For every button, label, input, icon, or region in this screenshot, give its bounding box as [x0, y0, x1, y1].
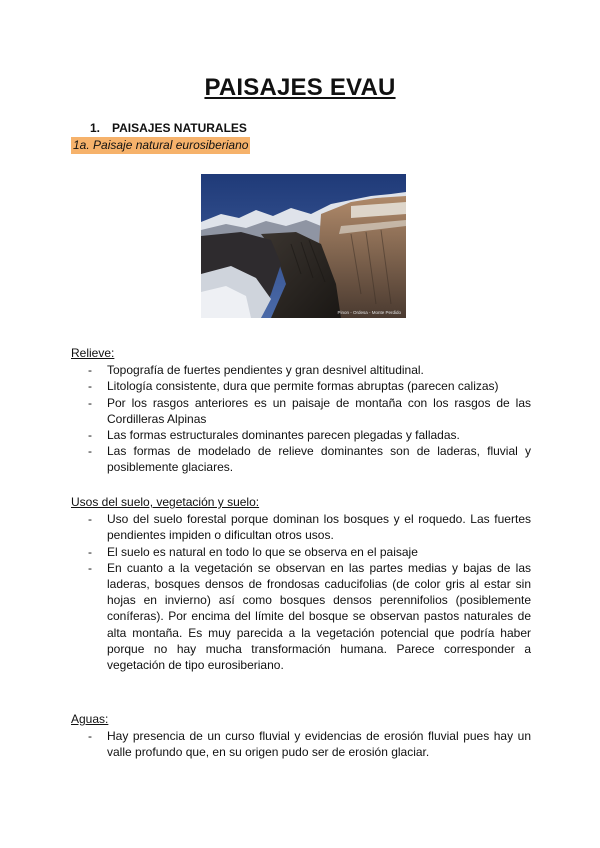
list-item: - En cuanto a la vegetación se observan en las partes medias y bajas de las laderas, bosques densos de frondosas caducifolias (de color gris al estar sin hojas en invierno) así como bosques densos perennifolios (posiblemente coníferas). Por encima del límite del bosque se observan pastos naturales de alta montaña. Es muy parecida a la vegetación potencial que podría haber porque no hay mucha transformación humana. Parece corresponder a vegetación de tipo eurosiberiano.: [88, 560, 531, 673]
section-number: 1.: [90, 121, 101, 135]
list-item: - El suelo es natural en todo lo que se observa en el paisaje: [88, 544, 418, 559]
mountain-landscape-photo: [201, 174, 406, 318]
subsection-heading-highlighted: 1a. Paisaje natural eurosiberiano: [73, 138, 249, 152]
list-item: - Hay presencia de un curso fluvial y evidencias de erosión fluvial pues hay un valle profundo que, en su origen pudo ser de erosión glaciar.: [88, 729, 531, 760]
mountain-landscape-icon: [201, 174, 406, 318]
section-label: PAISAJES NATURALES: [112, 121, 247, 135]
relieve-heading: Relieve:: [71, 346, 115, 360]
list-item: - Uso del suelo forestal porque dominan los bosques y el roquedo. Las fuertes pendientes impiden o dificultan otros usos.: [88, 512, 531, 543]
page-title: PAISAJES EVAU: [204, 74, 396, 101]
usos-list: [71, 511, 531, 673]
usos-heading: Usos del suelo, vegetación y suelo:: [71, 495, 260, 509]
aguas-heading: Aguas:: [71, 712, 109, 726]
list-item: - Por los rasgos anteriores es un paisaje de montaña con los rasgos de las Cordilleras Alpinas: [88, 395, 531, 426]
list-item: - Las formas estructurales dominantes parecen plegadas y falladas.: [88, 428, 460, 443]
photo-caption: Pinon - Ordesa - Monte Perdido: [337, 310, 401, 315]
section-usos: [71, 494, 531, 673]
list-item: - Litología consistente, dura que permite formas abruptas (parecen calizas): [88, 379, 499, 394]
section-aguas: [71, 711, 531, 761]
section-relieve: [71, 345, 531, 476]
aguas-list: [71, 728, 531, 760]
list-item: - Topografía de fuertes pendientes y gran desnivel altitudinal.: [88, 363, 424, 378]
relieve-list: [71, 362, 531, 475]
list-item: - Las formas de modelado de relieve dominantes son de laderas, fluvial y posiblemente glaciares.: [88, 444, 531, 475]
section-heading-paisajes-naturales: [90, 121, 247, 135]
